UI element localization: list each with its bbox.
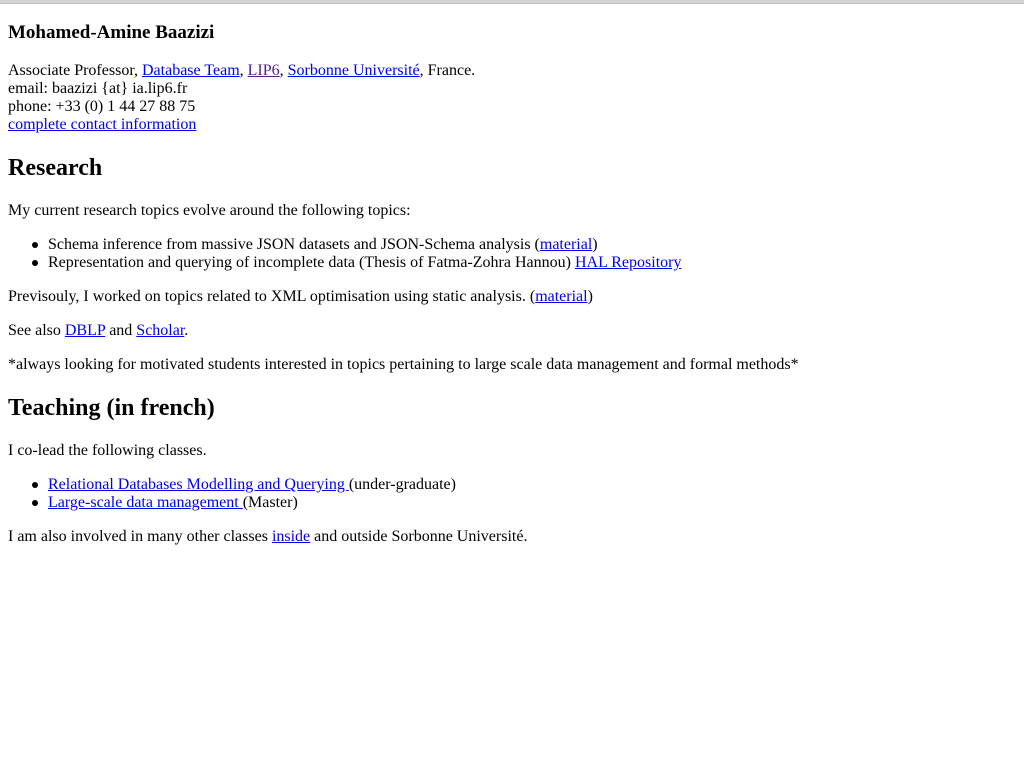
inside-link[interactable]: inside — [271, 528, 311, 545]
topic-after: ) — [592, 236, 598, 253]
lip6-link[interactable]: LIP6 — [247, 62, 280, 79]
scholar-link[interactable]: Scholar — [136, 322, 185, 339]
xml-material-link[interactable]: material — [535, 288, 588, 305]
list-item — [8, 476, 1016, 494]
other-prefix: I am also involved in many other classes — [8, 528, 272, 545]
hal-repository-link[interactable]: HAL Repository — [574, 254, 682, 271]
previous-text: Previsouly, I worked on topics related to XML optimisation using static analysis. ( — [8, 288, 536, 305]
position-suffix: , France. — [419, 62, 476, 79]
classes-list — [8, 476, 1016, 512]
large-scale-data-link[interactable]: Large-scale data management — [48, 494, 243, 511]
topic-text: Schema inference from massive JSON datasets and JSON-Schema analysis ( — [48, 236, 540, 253]
topic-text: Representation and querying of incomplete data (Thesis of Fatma-Zohra Hannou) — [48, 254, 575, 271]
list-item — [8, 494, 1016, 512]
relational-databases-link[interactable]: Relational Databases Modelling and Querying — [48, 476, 349, 493]
students-note: *always looking for motivated students interested in topics pertaining to large scale data management and formal methods* — [8, 356, 799, 373]
class-level: (under-graduate) — [348, 476, 456, 493]
dblp-link[interactable]: DBLP — [64, 322, 106, 339]
position-prefix: Associate Professor, — [8, 62, 142, 79]
separator: , — [279, 62, 288, 79]
bullet-icon — [32, 242, 38, 248]
bullet-icon — [32, 482, 38, 488]
email-line: email: baazizi {at} ia.lip6.fr — [8, 80, 188, 97]
contact-line — [8, 116, 196, 134]
see-also-prefix: See also — [8, 322, 65, 339]
bullet-icon — [32, 500, 38, 506]
sorbonne-link[interactable]: Sorbonne Université — [287, 62, 420, 79]
bullet-icon — [32, 260, 38, 266]
see-also-suffix: . — [184, 322, 189, 339]
position-line — [8, 62, 475, 80]
contact-info-link[interactable]: complete contact information — [8, 116, 197, 133]
teaching-heading: Teaching (in french) — [8, 395, 215, 421]
page-title: Mohamed-Amine Baazizi — [8, 22, 215, 43]
other-suffix: and outside Sorbonne Université. — [310, 528, 528, 545]
previous-research — [8, 288, 593, 306]
list-item — [8, 254, 1016, 272]
list-item — [8, 236, 1016, 254]
teaching-intro: I co-lead the following classes. — [8, 442, 207, 459]
separator: , — [239, 62, 248, 79]
research-topics-list — [8, 236, 1016, 272]
previous-after: ) — [587, 288, 593, 305]
class-level: (Master) — [242, 494, 298, 511]
research-intro: My current research topics evolve around the following topics: — [8, 202, 411, 219]
phone-line: phone: +33 (0) 1 44 27 88 75 — [8, 98, 196, 115]
see-also — [8, 322, 188, 340]
database-team-link[interactable]: Database Team — [142, 62, 240, 79]
json-material-link[interactable]: material — [539, 236, 593, 253]
other-classes — [8, 528, 527, 546]
and-text: and — [105, 322, 137, 339]
browser-top-border — [0, 0, 1024, 4]
research-heading: Research — [8, 155, 103, 181]
